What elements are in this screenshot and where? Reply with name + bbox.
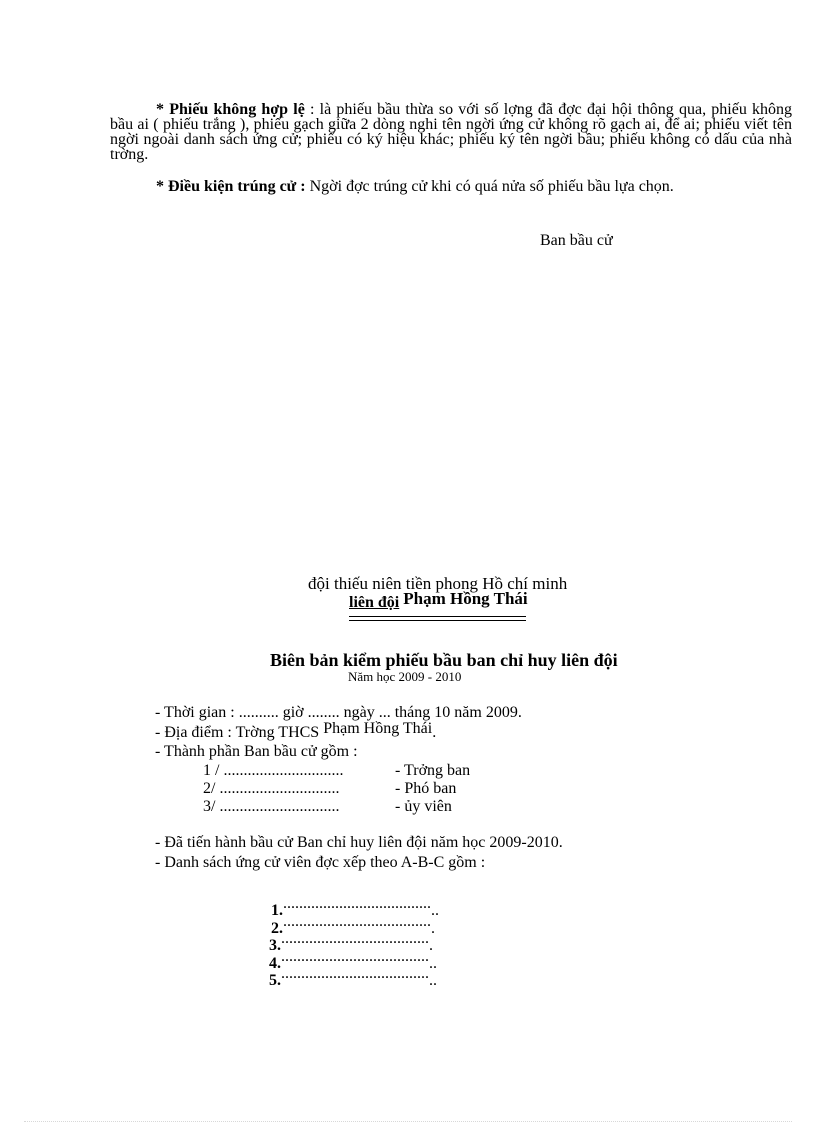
report-year: Năm học 2009 - 2010 [348,669,462,684]
place-line [155,720,437,742]
candidate-number: 5. [269,972,281,989]
committee-slot-1: 1 / .............................. [203,762,344,779]
place-suffix: . [432,724,437,741]
candidate-tail: .. [429,972,437,989]
candidate-tail: .. [429,955,437,972]
report-title: Biên bản kiểm phiếu bầu ban chỉ huy liên đội [270,650,618,670]
election-line-1: - Đã tiến hành bầu cử Ban chỉ huy liên đội năm học 2009-2010. [155,834,563,851]
org-line: đội thiếu niên tiền phong Hồ chí minh [308,574,568,593]
committee-slot-3: 3/ .............................. [203,798,340,815]
signature-ban-bau-cu: Ban bầu cử [540,232,613,249]
committee-slot-2: 2/ .............................. [203,780,340,797]
candidate-dots: ..................................... [281,930,429,947]
candidate-dots: ..................................... [281,965,429,982]
candidate-dots: ..................................... [283,895,431,912]
page-bottom-rule [24,1121,792,1122]
candidate-tail: . [431,920,435,937]
place-school: Phạm Hồng Thái [323,720,433,737]
candidate-dots: ..................................... [281,948,429,965]
place-prefix: - Địa điểm : Trờng THCS [155,724,320,741]
school-name: Phạm Hồng Thái [403,589,528,608]
election-condition-text: Ngời đợc trúng cử khi có quá nửa số phiếu bầu lựa chọn. [305,178,674,195]
candidate-number: 2. [271,920,283,937]
lien-doi-label: liên đội [349,594,400,611]
committee-role-3: - ủy viên [395,798,452,815]
candidate-tail: .. [431,902,439,919]
candidate-row [269,965,437,990]
committee-intro: - Thành phần Ban bầu cử gồm : [155,743,358,760]
committee-role-2: - Phó ban [395,780,457,797]
time-line: - Thời gian : .......... giờ ........ ngày ... tháng 10 năm 2009. [155,704,522,721]
candidate-number: 4. [269,955,281,972]
double-underline [349,616,526,621]
election-condition-note [110,179,792,194]
lien-doi-heading [349,589,528,612]
candidate-number: 1. [271,902,283,919]
candidate-dots: ..................................... [283,913,431,930]
election-line-2: - Danh sách ứng cử viên đợc xếp theo A-B-C gồm : [155,854,486,871]
invalid-ballot-note [110,102,792,162]
invalid-ballot-text: : là phiếu bầu thừa so với số lợng đã đợc đại hội thông qua, phiếu không bầu ai ( phiếu trắng ), phiếu gạch giữa 2 dòng nghi tên ngời ứng cử không rõ gạch ai, để ai; phiếu viết tên ngời ngoài danh sách ứng cử; phiếu có ký hiệu khác; phiếu ký tên ngời bầu; phiếu không có dấu của nhà trờng. [110,101,793,163]
candidate-number: 3. [269,937,281,954]
election-condition-label: * Điều kiện trúng cử : [156,178,306,195]
committee-role-1: - Trởng ban [395,762,471,779]
invalid-ballot-label: * Phiếu không hợp lệ [156,101,305,118]
candidate-tail: . [429,937,433,954]
